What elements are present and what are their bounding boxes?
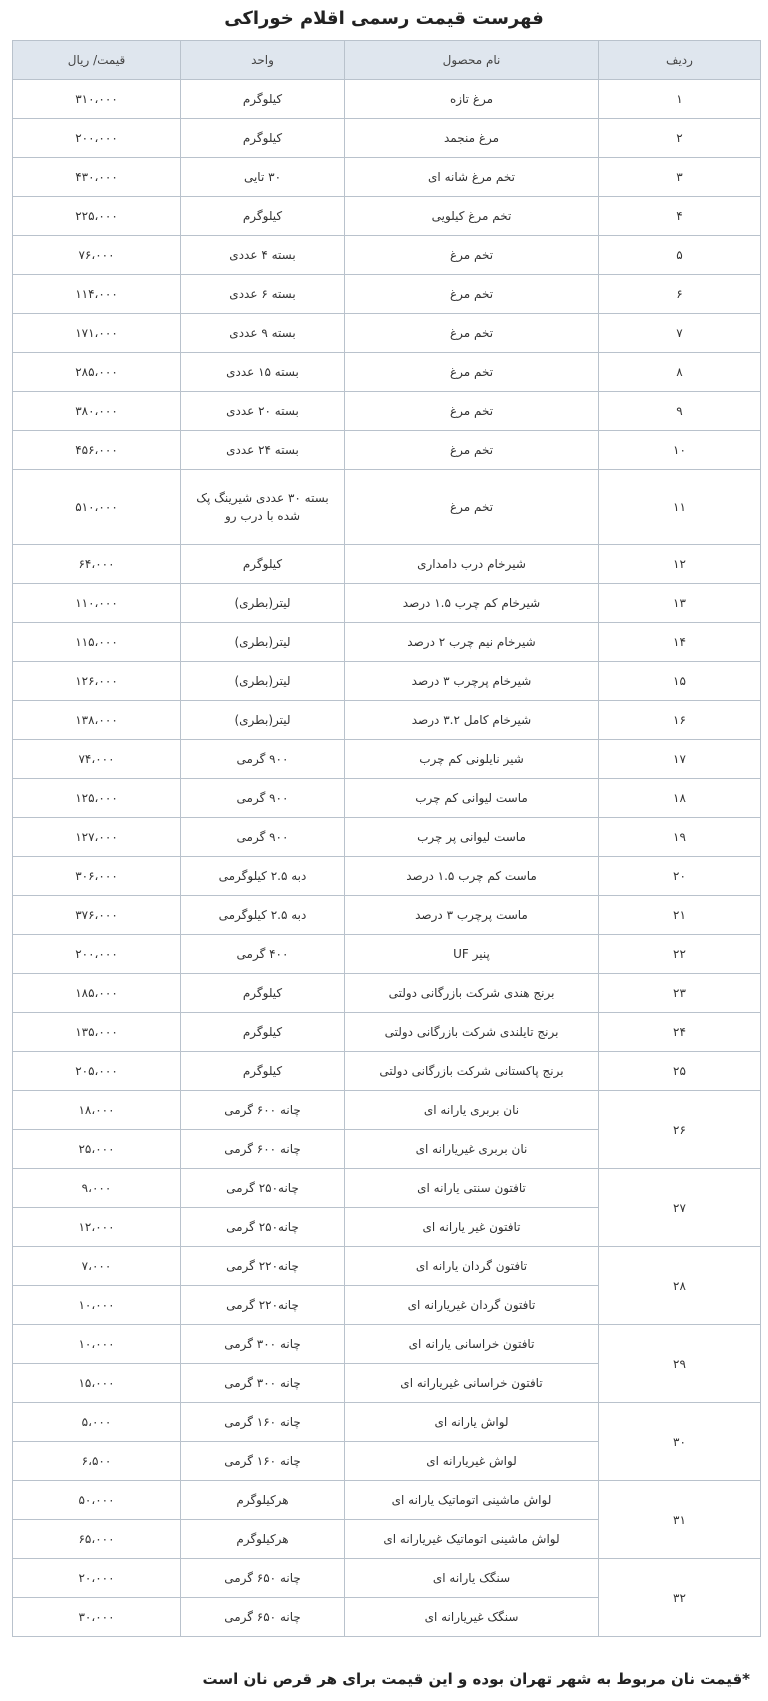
unit-cell: چانه ۱۶۰ گرمی [181,1403,345,1442]
product-name-cell: نان بربری یارانه ای [345,1091,599,1130]
table-row [13,119,761,158]
unit-cell: کیلوگرم [181,1013,345,1052]
unit-cell: بسته ۳۰ عددی شیرینگ پک شده با درب رو [181,470,345,545]
product-name-cell: ماست کم چرب ۱.۵ درصد [345,857,599,896]
price-cell: ۱۱۰،۰۰۰ [13,584,181,623]
price-cell: ۷،۰۰۰ [13,1247,181,1286]
product-name-cell: شیرخام پرچرب ۳ درصد [345,662,599,701]
price-cell: ۳۷۶،۰۰۰ [13,896,181,935]
product-name-cell: تخم مرغ [345,275,599,314]
price-cell: ۳۸۰،۰۰۰ [13,392,181,431]
price-cell: ۲۵،۰۰۰ [13,1130,181,1169]
product-name-cell: تخم مرغ [345,353,599,392]
table-row [13,80,761,119]
unit-cell: کیلوگرم [181,545,345,584]
price-cell: ۱۰،۰۰۰ [13,1325,181,1364]
row-number-cell: ۲۳ [599,974,761,1013]
price-cell: ۱۱۴،۰۰۰ [13,275,181,314]
product-name-cell: تخم مرغ [345,470,599,545]
table-row [13,1403,761,1442]
product-name-cell: نان بربری غیریارانه ای [345,1130,599,1169]
row-number-cell: ۳۲ [599,1559,761,1637]
table-row [13,584,761,623]
product-name-cell: مرغ تازه [345,80,599,119]
product-name-cell: تخم مرغ [345,236,599,275]
product-name-cell: تافتون غیر یارانه ای [345,1208,599,1247]
row-number-cell: ۱ [599,80,761,119]
price-cell: ۱۳۸،۰۰۰ [13,701,181,740]
price-cell: ۱۳۵،۰۰۰ [13,1013,181,1052]
row-number-cell: ۱۸ [599,779,761,818]
price-cell: ۲۸۵،۰۰۰ [13,353,181,392]
row-number-cell: ۲۵ [599,1052,761,1091]
table-row [13,236,761,275]
product-name-cell: سنگک غیریارانه ای [345,1598,599,1637]
price-table [12,40,761,1637]
table-row [13,275,761,314]
table-row [13,353,761,392]
price-cell: ۱۲۶،۰۰۰ [13,662,181,701]
row-number-cell: ۱۵ [599,662,761,701]
row-number-cell: ۲۴ [599,1013,761,1052]
table-row [13,1091,761,1130]
footnote: *قیمت نان مربوط به شهر تهران بوده و این قیمت برای هر قرص نان است [202,1670,750,1688]
unit-cell: ۹۰۰ گرمی [181,740,345,779]
table-row [13,545,761,584]
unit-cell: لیتر(بطری) [181,662,345,701]
product-name-cell: تخم مرغ کیلویی [345,197,599,236]
price-cell: ۱۷۱،۰۰۰ [13,314,181,353]
unit-cell: بسته ۹ عددی [181,314,345,353]
row-number-cell: ۷ [599,314,761,353]
product-name-cell: شیرخام کامل ۳.۲ درصد [345,701,599,740]
product-name-cell: شیرخام نیم چرب ۲ درصد [345,623,599,662]
row-number-cell: ۱۱ [599,470,761,545]
row-number-cell: ۲۲ [599,935,761,974]
table-row [13,935,761,974]
table-row [13,1559,761,1598]
table-row [13,314,761,353]
unit-cell: کیلوگرم [181,119,345,158]
price-cell: ۲۲۵،۰۰۰ [13,197,181,236]
price-cell: ۱۱۵،۰۰۰ [13,623,181,662]
product-name-cell: مرغ منجمد [345,119,599,158]
unit-cell: لیتر(بطری) [181,584,345,623]
product-name-cell: تافتون خراسانی غیریارانه ای [345,1364,599,1403]
table-row [13,431,761,470]
unit-cell: چانه۲۲۰ گرمی [181,1286,345,1325]
price-cell: ۱۰،۰۰۰ [13,1286,181,1325]
table-header-row [13,41,761,80]
header-row-number: ردیف [599,41,761,80]
row-number-cell: ۴ [599,197,761,236]
unit-cell: کیلوگرم [181,1052,345,1091]
table-row [13,662,761,701]
unit-cell: ۹۰۰ گرمی [181,779,345,818]
row-number-cell: ۲۹ [599,1325,761,1403]
product-name-cell: شیرخام درب دامداری [345,545,599,584]
table-row [13,857,761,896]
price-cell: ۲۰۵،۰۰۰ [13,1052,181,1091]
table-row [13,818,761,857]
table-row [13,1052,761,1091]
unit-cell: هرکیلوگرم [181,1481,345,1520]
product-name-cell: تخم مرغ [345,392,599,431]
unit-cell: دبه ۲.۵ کیلوگرمی [181,857,345,896]
product-name-cell: لواش یارانه ای [345,1403,599,1442]
product-name-cell: لواش ماشینی اتوماتیک یارانه ای [345,1481,599,1520]
price-cell: ۱۲۷،۰۰۰ [13,818,181,857]
unit-cell: چانه ۳۰۰ گرمی [181,1325,345,1364]
product-name-cell: تافتون گردان غیریارانه ای [345,1286,599,1325]
product-name-cell: برنج پاکستانی شرکت بازرگانی دولتی [345,1052,599,1091]
price-cell: ۱۸،۰۰۰ [13,1091,181,1130]
table-row [13,158,761,197]
price-cell: ۲۰،۰۰۰ [13,1559,181,1598]
row-number-cell: ۱۷ [599,740,761,779]
header-price: قیمت/ ریال [13,41,181,80]
price-cell: ۱۲،۰۰۰ [13,1208,181,1247]
row-number-cell: ۲۰ [599,857,761,896]
product-name-cell: شیرخام کم چرب ۱.۵ درصد [345,584,599,623]
row-number-cell: ۸ [599,353,761,392]
table-row [13,392,761,431]
price-cell: ۲۰۰،۰۰۰ [13,935,181,974]
price-cell: ۴۵۶،۰۰۰ [13,431,181,470]
table-row [13,1481,761,1520]
table-row [13,623,761,662]
price-cell: ۱۵،۰۰۰ [13,1364,181,1403]
product-name-cell: تافتون سنتی یارانه ای [345,1169,599,1208]
product-name-cell: شیر نایلونی کم چرب [345,740,599,779]
price-cell: ۲۰۰،۰۰۰ [13,119,181,158]
row-number-cell: ۲ [599,119,761,158]
unit-cell: کیلوگرم [181,197,345,236]
product-name-cell: تخم مرغ [345,314,599,353]
page-title: فهرست قیمت رسمی اقلام خوراکی [224,8,544,29]
unit-cell: چانه۲۵۰ گرمی [181,1169,345,1208]
header-unit: واحد [181,41,345,80]
product-name-cell: برنج تایلندی شرکت بازرگانی دولتی [345,1013,599,1052]
product-name-cell: تخم مرغ شانه ای [345,158,599,197]
product-name-cell: لواش غیریارانه ای [345,1442,599,1481]
table-row [13,1013,761,1052]
product-name-cell: برنج هندی شرکت بازرگانی دولتی [345,974,599,1013]
row-number-cell: ۹ [599,392,761,431]
unit-cell: چانه ۶۵۰ گرمی [181,1598,345,1637]
table-row [13,1247,761,1286]
row-number-cell: ۱۹ [599,818,761,857]
unit-cell: چانه۲۵۰ گرمی [181,1208,345,1247]
unit-cell: کیلوگرم [181,80,345,119]
product-name-cell: ماست لیوانی کم چرب [345,779,599,818]
unit-cell: لیتر(بطری) [181,623,345,662]
table-row [13,197,761,236]
unit-cell: ۹۰۰ گرمی [181,818,345,857]
table-body [13,80,761,1637]
row-number-cell: ۱۰ [599,431,761,470]
unit-cell: چانه ۶۰۰ گرمی [181,1130,345,1169]
product-name-cell: ماست پرچرب ۳ درصد [345,896,599,935]
table-row [13,1169,761,1208]
table-row [13,896,761,935]
table-row [13,701,761,740]
unit-cell: چانه ۶۰۰ گرمی [181,1091,345,1130]
price-cell: ۱۸۵،۰۰۰ [13,974,181,1013]
price-cell: ۶۵،۰۰۰ [13,1520,181,1559]
row-number-cell: ۳۰ [599,1403,761,1481]
unit-cell: دبه ۲.۵ کیلوگرمی [181,896,345,935]
unit-cell: ۴۰۰ گرمی [181,935,345,974]
row-number-cell: ۱۴ [599,623,761,662]
price-cell: ۱۲۵،۰۰۰ [13,779,181,818]
unit-cell: کیلوگرم [181,974,345,1013]
price-cell: ۷۶،۰۰۰ [13,236,181,275]
row-number-cell: ۱۶ [599,701,761,740]
product-name-cell: تخم مرغ [345,431,599,470]
price-cell: ۶۴،۰۰۰ [13,545,181,584]
product-name-cell: پنیر UF [345,935,599,974]
price-cell: ۶،۵۰۰ [13,1442,181,1481]
unit-cell: چانه ۶۵۰ گرمی [181,1559,345,1598]
product-name-cell: سنگک یارانه ای [345,1559,599,1598]
unit-cell: بسته ۱۵ عددی [181,353,345,392]
price-cell: ۹،۰۰۰ [13,1169,181,1208]
price-cell: ۴۳۰،۰۰۰ [13,158,181,197]
unit-cell: ۳۰ تایی [181,158,345,197]
unit-cell: چانه ۳۰۰ گرمی [181,1364,345,1403]
row-number-cell: ۲۸ [599,1247,761,1325]
row-number-cell: ۶ [599,275,761,314]
product-name-cell: تافتون گردان یارانه ای [345,1247,599,1286]
table-row [13,740,761,779]
product-name-cell: تافتون خراسانی یارانه ای [345,1325,599,1364]
row-number-cell: ۳ [599,158,761,197]
unit-cell: چانه ۱۶۰ گرمی [181,1442,345,1481]
price-cell: ۵۰،۰۰۰ [13,1481,181,1520]
price-cell: ۳۱۰،۰۰۰ [13,80,181,119]
row-number-cell: ۲۶ [599,1091,761,1169]
price-cell: ۳۰،۰۰۰ [13,1598,181,1637]
row-number-cell: ۲۷ [599,1169,761,1247]
unit-cell: بسته ۲۰ عددی [181,392,345,431]
price-cell: ۷۴،۰۰۰ [13,740,181,779]
unit-cell: بسته ۴ عددی [181,236,345,275]
unit-cell: بسته ۲۴ عددی [181,431,345,470]
table-row [13,1325,761,1364]
product-name-cell: لواش ماشینی اتوماتیک غیریارانه ای [345,1520,599,1559]
row-number-cell: ۱۲ [599,545,761,584]
unit-cell: هرکیلوگرم [181,1520,345,1559]
unit-cell: چانه۲۲۰ گرمی [181,1247,345,1286]
price-cell: ۵،۰۰۰ [13,1403,181,1442]
row-number-cell: ۲۱ [599,896,761,935]
row-number-cell: ۱۳ [599,584,761,623]
price-cell: ۳۰۶،۰۰۰ [13,857,181,896]
table-row [13,779,761,818]
header-product-name: نام محصول [345,41,599,80]
row-number-cell: ۵ [599,236,761,275]
table-row [13,470,761,545]
unit-cell: بسته ۶ عددی [181,275,345,314]
product-name-cell: ماست لیوانی پر چرب [345,818,599,857]
table-row [13,974,761,1013]
price-cell: ۵۱۰،۰۰۰ [13,470,181,545]
row-number-cell: ۳۱ [599,1481,761,1559]
unit-cell: لیتر(بطری) [181,701,345,740]
